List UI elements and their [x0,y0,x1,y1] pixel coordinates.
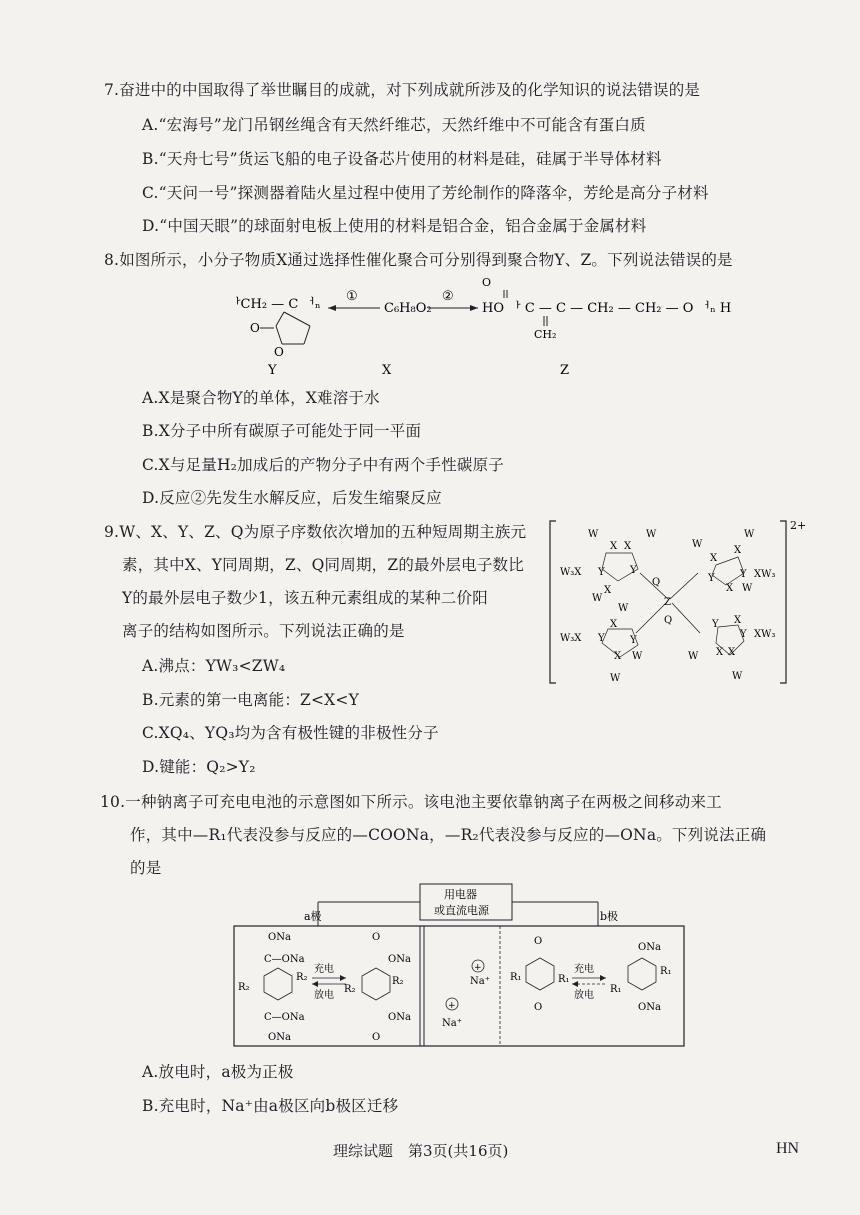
figure-label: ONa [268,1032,291,1043]
q7-option-b: B.“天舟七号”货运飞船的电子设备芯片使用的材料是硅，硅属于半导体材料 [142,150,662,168]
q-top: Q [652,577,661,588]
figure-label: 充电 [314,964,334,975]
label-x: X [382,363,392,378]
figure-label: 充电 [574,964,594,975]
figure-label: X [610,541,618,552]
figure-label: R₁ [610,984,622,995]
figure-label: W₃X [560,633,582,644]
q9-option-c: C.XQ₄、YQ₃均为含有极性键的非极性分子 [142,724,439,742]
q9-stem-line1: 9.W、X、Y、Z、Q为原子序数依次增加的五种短周期主族元 [104,523,527,541]
figure-label: XW₃ [754,629,776,640]
figure-label: Y [630,635,637,646]
figure-label: Y [598,567,605,578]
figure-label: W₃X [560,567,582,578]
figure-label: XW₃ [754,569,776,580]
x-formula: C₆H₈O₂ [384,301,432,316]
z-ch2: CH₂ [534,328,557,341]
figure-label: X [624,541,632,552]
figure-label: W [592,593,603,604]
power-box-line2: 或直流电源 [434,904,489,917]
power-box-line1: 用电器 [444,888,477,901]
page-footer: 理综试题 第3页(共16页) [333,1142,509,1160]
q9-option-d: D.键能：Q₂>Y₂ [142,758,256,776]
q-bottom: Q [664,615,673,626]
figure-label: W [610,673,621,684]
figure-label: O [534,1002,543,1013]
q9-structure-figure [548,515,810,687]
q7-option-d: D.“中国天眼”的球面射电板上使用的材料是铝合金，铝合金属于金属材料 [142,217,647,235]
label-z: Z [560,363,570,378]
q10-stem-line2: 作，其中—R₁代表没参与反应的—COONa，—R₂代表没参与反应的—ONa。下列说法正确 [130,826,767,844]
figure-label: ONa [638,1002,661,1013]
figure-label: X [728,647,736,658]
figure-label: Y [740,569,747,580]
q9-option-a: A.沸点：YW₃<ZW₄ [142,657,286,675]
figure-label: R₁ [660,966,672,977]
figure-label: X [710,553,718,564]
figure-label: 放电 [574,990,594,1001]
figure-label: R₂ [392,976,404,987]
figure-label: Y [740,629,747,640]
figure-label: ONa [638,942,661,953]
figure-label: O [372,1032,381,1043]
y-chain: ᅡCH₂ — C ᅥₙ [228,297,321,312]
figure-label: R₁ [558,974,570,985]
z-chain: HO ᅡ C — C — CH₂ — CH₂ — O ᅥₙ H [482,301,732,316]
figure-label: Y [598,633,605,644]
q10-stem-line1: 10.一种钠离子可充电电池的示意图如下所示。该电池主要依靠钠离子在两极之间移动来工 [100,793,722,811]
figure-label: ONa [268,932,291,943]
figure-label: X [610,619,618,630]
q8-option-c: C.X与足量H₂加成后的产物分子中有两个手性碳原子 [142,456,505,474]
label-y: Y [268,363,277,378]
figure-label: W [692,539,703,550]
arrow2-label: ② [442,289,454,304]
na-ion-2: Na⁺ [442,1018,462,1029]
y-ring-o: O [274,345,284,359]
q8-option-b: B.X分子中所有碳原子可能处于同一平面 [142,422,422,440]
na-ion-1: Na⁺ [470,976,490,987]
q10-battery-figure [228,880,690,1052]
center-z: Z [664,597,671,608]
figure-label: ONa [388,954,411,965]
q8-stem: 8.如图所示，小分子物质X通过选择性催化聚合可分别得到聚合物Y、Z。下列说法错误的是 [104,251,733,269]
figure-label: ONa [388,1012,411,1023]
figure-label: R₂ [238,982,250,993]
figure-label: X [734,615,742,626]
figure-label: W [688,651,699,662]
figure-label: W [618,603,629,614]
figure-label: Y [708,573,715,584]
figure-label: W [742,583,753,594]
y-ring-carbonyl-o: O [250,321,260,335]
figure-label: W [732,671,743,682]
figure-label: 放电 [314,990,334,1001]
figure-label: C—ONa [264,954,305,965]
svg-text:+: + [448,1001,456,1011]
q9-stem-line3: Y的最外层电子数少1，该五种元素组成的某种二价阳 [122,589,488,607]
q8-reaction-figure [220,272,740,382]
figure-label: X [716,647,724,658]
q8-option-a: A.X是聚合物Y的单体，X难溶于水 [142,389,380,407]
figure-label: C—ONa [264,1012,305,1023]
figure-label: X [734,545,742,556]
paper-code: HN [776,1140,800,1157]
figure-label: W [744,529,755,540]
svg-text:+: + [474,963,482,973]
figure-label: X [604,585,612,596]
q7-option-a: A.“宏海号”龙门吊钢丝绳含有天然纤维芯，天然纤维中不可能含有蛋白质 [142,116,646,134]
figure-label: X [726,583,734,594]
figure-label: W [588,529,599,540]
b-electrode-label: b极 [600,910,619,923]
figure-label: W [632,651,643,662]
q9-option-b: B.元素的第一电离能：Z<X<Y [142,691,360,709]
figure-label: R₂ [344,984,356,995]
q10-option-b: B.充电时，Na⁺由a极区向b极区迁移 [142,1097,399,1115]
a-electrode-label: a极 [304,910,322,923]
figure-label: O [372,932,381,943]
q7-option-c: C.“天问一号”探测器着陆火星过程中使用了芳纶制作的降落伞，芳纶是高分子材料 [142,184,709,202]
q10-stem-line3: 的是 [130,859,162,877]
charge-label: 2+ [790,519,807,532]
q10-option-a: A.放电时，a极为正极 [142,1063,294,1081]
q9-stem-line4: 离子的结构如图所示。下列说法正确的是 [122,622,405,640]
q7-stem: 7.奋进中的中国取得了举世瞩目的成就，对下列成就所涉及的化学知识的说法错误的是 [104,81,701,99]
figure-label: R₂ [296,972,308,983]
figure-label: Y [630,565,637,576]
figure-label: X [614,651,622,662]
figure-label: W [646,529,657,540]
figure-label: R₁ [510,972,522,983]
arrow1-label: ① [346,289,358,304]
z-carbonyl-o: O [482,276,492,289]
figure-label: Y [712,619,719,630]
q9-stem-line2: 素，其中X、Y同周期，Z、Q同周期，Z的最外层电子数比 [122,556,524,574]
q8-option-d: D.反应②先发生水解反应，后发生缩聚反应 [142,489,442,507]
figure-label: O [534,936,543,947]
